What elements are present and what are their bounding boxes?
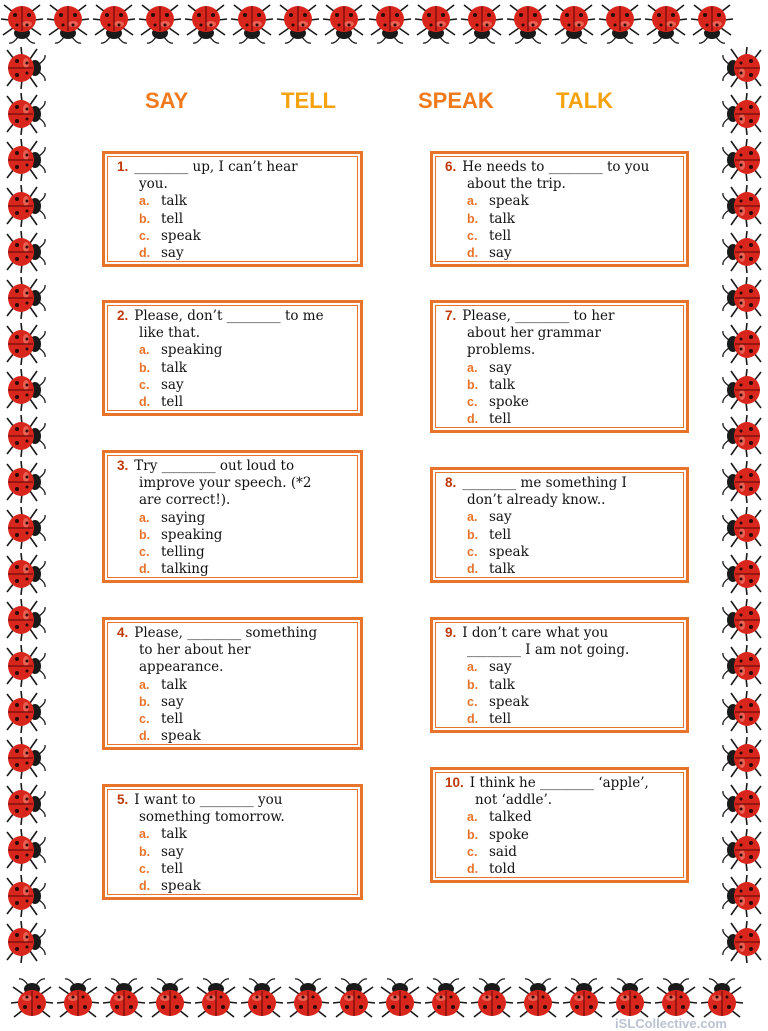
question-content <box>445 307 678 428</box>
question-box-7 <box>430 300 689 433</box>
question-number: 10. <box>445 775 464 790</box>
option-letter: d. <box>467 711 479 726</box>
option-text: speak <box>489 193 529 210</box>
option-letter: b. <box>467 211 479 226</box>
question-text: Please, ________ something <box>134 625 318 641</box>
question-line <box>117 624 352 642</box>
answer-option <box>445 377 678 394</box>
question-line <box>445 325 678 342</box>
question-box-5 <box>102 784 363 900</box>
answer-option <box>445 411 678 428</box>
option-text: tell <box>161 710 184 727</box>
question-line <box>445 158 678 176</box>
question-content <box>117 791 352 895</box>
answer-option <box>445 809 678 826</box>
option-letter: a. <box>139 194 150 209</box>
option-letter: d. <box>467 561 479 576</box>
option-letter: c. <box>139 377 150 392</box>
option-text: said <box>489 843 517 860</box>
question-box-10 <box>430 767 689 883</box>
answer-option <box>117 360 352 377</box>
answer-option <box>117 510 352 527</box>
option-letter: d. <box>139 878 151 893</box>
option-letter: c. <box>467 694 478 709</box>
ladybug-icon <box>185 5 227 43</box>
option-letter: c. <box>467 228 478 243</box>
ladybug-icon <box>7 829 45 871</box>
answer-option <box>117 544 352 561</box>
question-line <box>117 809 352 826</box>
question-line <box>117 457 352 475</box>
question-line <box>445 176 678 193</box>
option-text: talk <box>489 376 515 393</box>
question-line <box>117 642 352 659</box>
ladybug-icon <box>333 979 375 1017</box>
option-letter: d. <box>467 245 479 260</box>
question-text: improve your speech. (*2 <box>139 475 312 492</box>
question-content <box>117 457 352 578</box>
ladybug-icon <box>723 185 761 227</box>
question-box-6 <box>430 151 689 267</box>
option-text: talk <box>161 676 187 693</box>
answer-option <box>117 677 352 694</box>
option-text: tell <box>161 210 184 227</box>
question-line <box>117 659 352 676</box>
option-text: speak <box>489 693 529 710</box>
answer-option <box>445 544 678 561</box>
ladybug-icon <box>7 461 45 503</box>
ladybug-icon <box>723 369 761 411</box>
ladybug-icon <box>655 979 697 1017</box>
question-text: you. <box>139 176 168 193</box>
question-text: I don’t care what you <box>462 625 609 641</box>
ladybug-icon <box>723 737 761 779</box>
question-content <box>117 158 352 262</box>
option-text: say <box>489 509 512 526</box>
option-letter: c. <box>467 844 478 859</box>
question-number: 2. <box>117 308 129 323</box>
ladybug-icon <box>425 979 467 1017</box>
ladybug-icon <box>7 553 45 595</box>
question-line <box>117 307 352 325</box>
ladybug-icon <box>149 979 191 1017</box>
option-text: saying <box>161 509 206 526</box>
option-text: talk <box>489 560 515 577</box>
ladybug-icon <box>1 5 43 43</box>
question-line <box>445 642 678 659</box>
answer-option <box>117 561 352 578</box>
question-box-4 <box>102 617 363 750</box>
header-word-speak: SPEAK <box>418 88 494 113</box>
answer-options <box>117 510 352 579</box>
question-number: 4. <box>117 625 129 640</box>
ladybug-icon <box>7 645 45 687</box>
question-line <box>445 792 678 809</box>
ladybug-icon <box>723 645 761 687</box>
ladybug-icon <box>645 5 687 43</box>
option-text: tell <box>161 860 184 877</box>
answer-option <box>445 659 678 676</box>
option-letter: a. <box>139 343 150 358</box>
question-line <box>117 325 352 342</box>
option-text: say <box>489 659 512 676</box>
option-text: say <box>161 244 184 261</box>
answer-option <box>445 245 678 262</box>
ladybug-icon <box>723 599 761 641</box>
option-letter: d. <box>139 729 151 744</box>
option-letter: a. <box>139 677 150 692</box>
question-text: ________ up, I can’t hear <box>134 159 298 175</box>
ladybug-icon <box>691 5 733 43</box>
question-text: He needs to ________ to you <box>462 159 650 175</box>
ladybug-icon <box>7 139 45 181</box>
ladybug-icon <box>11 979 53 1017</box>
option-letter: d. <box>139 562 151 577</box>
ladybug-icon <box>723 139 761 181</box>
answer-option <box>117 193 352 210</box>
question-box-9 <box>430 617 689 733</box>
answer-option <box>117 211 352 228</box>
option-letter: a. <box>139 827 150 842</box>
ladybug-icon <box>287 979 329 1017</box>
ladybug-icon <box>139 5 181 43</box>
ladybug-icon <box>103 979 145 1017</box>
answer-option <box>445 211 678 228</box>
question-text: Please, ________ to her <box>462 308 615 324</box>
ladybug-icon <box>323 5 365 43</box>
option-letter: a. <box>467 510 478 525</box>
option-letter: b. <box>139 694 151 709</box>
answer-option <box>445 228 678 245</box>
ladybug-icon <box>7 507 45 549</box>
option-text: spoke <box>489 826 529 843</box>
answer-option <box>117 527 352 544</box>
option-text: say <box>161 843 184 860</box>
option-letter: a. <box>467 360 478 375</box>
answer-option <box>117 728 352 745</box>
question-text: not ‘addle’. <box>475 792 553 809</box>
question-content <box>445 624 678 728</box>
question-text: something tomorrow. <box>139 809 285 826</box>
ladybug-icon <box>7 783 45 825</box>
ladybug-icon <box>93 5 135 43</box>
answer-option <box>445 193 678 210</box>
question-line <box>445 342 678 359</box>
ladybug-icon <box>723 921 761 963</box>
option-letter: a. <box>139 510 150 525</box>
question-number: 9. <box>445 625 457 640</box>
question-box-8 <box>430 467 689 583</box>
answer-option <box>117 878 352 895</box>
question-text: problems. <box>467 342 536 359</box>
question-box-2 <box>102 300 363 416</box>
answer-option <box>445 677 678 694</box>
option-text: speaking <box>161 342 223 359</box>
answer-option <box>117 245 352 262</box>
ladybug-icon <box>723 93 761 135</box>
header-word-say: SAY <box>145 88 189 113</box>
option-text: speak <box>161 728 201 745</box>
answer-options <box>445 659 678 728</box>
option-text: tell <box>161 393 184 410</box>
question-content <box>445 158 678 262</box>
answer-option <box>117 711 352 728</box>
question-line <box>117 475 352 492</box>
option-letter: b. <box>139 360 151 375</box>
ladybug-icon <box>415 5 457 43</box>
ladybug-icon <box>7 185 45 227</box>
ladybug-icon <box>7 599 45 641</box>
ladybug-icon <box>723 783 761 825</box>
answer-option <box>117 861 352 878</box>
ladybug-icon <box>7 277 45 319</box>
option-letter: b. <box>139 844 151 859</box>
option-letter: a. <box>467 194 478 209</box>
answer-option <box>117 844 352 861</box>
question-line <box>445 492 678 509</box>
answer-option <box>445 527 678 544</box>
question-text: I want to ________ you <box>134 792 283 808</box>
option-text: speaking <box>161 526 223 543</box>
option-letter: b. <box>467 677 479 692</box>
answer-option <box>445 509 678 526</box>
ladybug-icon <box>7 47 45 89</box>
option-letter: b. <box>467 527 479 542</box>
option-letter: a. <box>467 660 478 675</box>
ladybug-icon <box>723 231 761 273</box>
ladybug-icon <box>723 415 761 457</box>
answer-option <box>117 394 352 411</box>
ladybug-icon <box>277 5 319 43</box>
answer-option <box>117 826 352 843</box>
option-text: telling <box>161 543 205 560</box>
ladybug-icon <box>47 5 89 43</box>
ladybug-icon <box>369 5 411 43</box>
answer-options <box>117 193 352 262</box>
option-letter: c. <box>139 228 150 243</box>
ladybug-icon <box>507 5 549 43</box>
option-text: talk <box>161 193 187 210</box>
option-letter: c. <box>467 394 478 409</box>
answer-option <box>445 861 678 878</box>
ladybug-icon <box>7 737 45 779</box>
answer-options <box>117 342 352 411</box>
ladybug-icon <box>599 5 641 43</box>
answer-option <box>117 377 352 394</box>
question-text: are correct!). <box>139 492 231 509</box>
ladybug-icon <box>57 979 99 1017</box>
question-line <box>445 624 678 642</box>
answer-options <box>445 360 678 429</box>
question-text: don’t already know.. <box>467 492 606 509</box>
question-text: about the trip. <box>467 176 566 193</box>
option-text: say <box>489 244 512 261</box>
ladybug-icon <box>241 979 283 1017</box>
ladybug-icon <box>7 415 45 457</box>
option-letter: d. <box>139 394 151 409</box>
question-number: 5. <box>117 792 129 807</box>
option-letter: c. <box>467 544 478 559</box>
question-text: Try ________ out loud to <box>134 458 295 474</box>
ladybug-icon <box>723 829 761 871</box>
question-line <box>117 492 352 509</box>
answer-option <box>445 827 678 844</box>
option-text: speak <box>489 543 529 560</box>
option-letter: b. <box>467 377 479 392</box>
question-number: 1. <box>117 159 129 174</box>
watermark: iSLCollective.com <box>615 1016 727 1031</box>
option-text: tell <box>489 710 512 727</box>
question-content <box>117 307 352 411</box>
option-text: tell <box>489 526 512 543</box>
ladybug-icon <box>195 979 237 1017</box>
question-text: about her grammar <box>467 325 601 342</box>
option-text: spoke <box>489 393 529 410</box>
ladybug-icon <box>231 5 273 43</box>
ladybug-icon <box>7 323 45 365</box>
option-text: talk <box>489 210 515 227</box>
header-word-tell: TELL <box>281 88 336 113</box>
ladybug-icon <box>461 5 503 43</box>
answer-options <box>117 826 352 895</box>
answer-option <box>117 694 352 711</box>
option-text: speak <box>161 877 201 894</box>
ladybug-icon <box>609 979 651 1017</box>
answer-option <box>445 561 678 578</box>
ladybug-icon <box>723 691 761 733</box>
ladybug-icon <box>379 979 421 1017</box>
answer-option <box>445 844 678 861</box>
option-letter: c. <box>139 544 150 559</box>
ladybug-icon <box>553 5 595 43</box>
ladybug-icon <box>471 979 513 1017</box>
answer-option <box>117 228 352 245</box>
question-text: I think he ________ ‘apple’, <box>469 775 649 791</box>
question-line <box>117 158 352 176</box>
ladybug-icon <box>563 979 605 1017</box>
question-line <box>117 791 352 809</box>
ladybug-icon <box>7 691 45 733</box>
option-letter: a. <box>467 810 478 825</box>
option-text: say <box>161 693 184 710</box>
answer-options <box>445 809 678 878</box>
ladybug-icon <box>723 875 761 917</box>
ladybug-icon <box>723 461 761 503</box>
answer-option <box>445 394 678 411</box>
question-number: 7. <box>445 308 457 323</box>
ladybug-icon <box>7 93 45 135</box>
ladybug-icon <box>723 507 761 549</box>
option-text: talk <box>489 676 515 693</box>
answer-options <box>117 677 352 746</box>
ladybug-icon <box>723 277 761 319</box>
question-number: 8. <box>445 475 457 490</box>
ladybug-icon <box>723 323 761 365</box>
option-letter: c. <box>139 711 150 726</box>
option-letter: d. <box>467 861 479 876</box>
question-text: ________ I am not going. <box>467 642 630 659</box>
option-letter: d. <box>467 412 479 427</box>
question-content <box>117 624 352 745</box>
option-text: tell <box>489 227 512 244</box>
ladybug-icon <box>7 369 45 411</box>
answer-option <box>445 694 678 711</box>
option-letter: b. <box>139 527 151 542</box>
option-letter: b. <box>467 827 479 842</box>
option-letter: d. <box>139 245 151 260</box>
ladybug-icon <box>7 921 45 963</box>
answer-option <box>445 711 678 728</box>
ladybug-icon <box>7 231 45 273</box>
option-text: tell <box>489 411 512 428</box>
ladybug-icon <box>517 979 559 1017</box>
ladybug-icon <box>723 553 761 595</box>
question-content <box>445 474 678 578</box>
ladybug-icon <box>7 875 45 917</box>
option-text: talk <box>161 826 187 843</box>
question-line <box>445 307 678 325</box>
header-word-talk: TALK <box>556 88 614 113</box>
question-text: ________ me something I <box>462 475 627 491</box>
option-text: talking <box>161 561 209 578</box>
ladybug-icon <box>723 47 761 89</box>
question-content <box>445 774 678 878</box>
question-text: Please, don’t ________ to me <box>134 308 324 324</box>
option-text: talked <box>489 809 532 826</box>
question-number: 3. <box>117 458 129 473</box>
question-box-1 <box>102 151 363 267</box>
option-text: speak <box>161 227 201 244</box>
question-text: to her about her <box>139 642 251 659</box>
ladybug-icon <box>701 979 743 1017</box>
option-text: say <box>161 376 184 393</box>
question-line <box>445 474 678 492</box>
question-text: appearance. <box>139 659 224 676</box>
question-line <box>117 176 352 193</box>
question-box-3 <box>102 450 363 583</box>
option-text: talk <box>161 359 187 376</box>
option-letter: b. <box>139 211 151 226</box>
option-text: told <box>489 860 516 877</box>
answer-options <box>445 509 678 578</box>
option-text: say <box>489 359 512 376</box>
question-text: like that. <box>139 325 200 342</box>
answer-option <box>445 360 678 377</box>
answer-option <box>117 342 352 359</box>
option-letter: c. <box>139 861 150 876</box>
question-line <box>445 774 678 792</box>
question-number: 6. <box>445 159 457 174</box>
answer-options <box>445 193 678 262</box>
